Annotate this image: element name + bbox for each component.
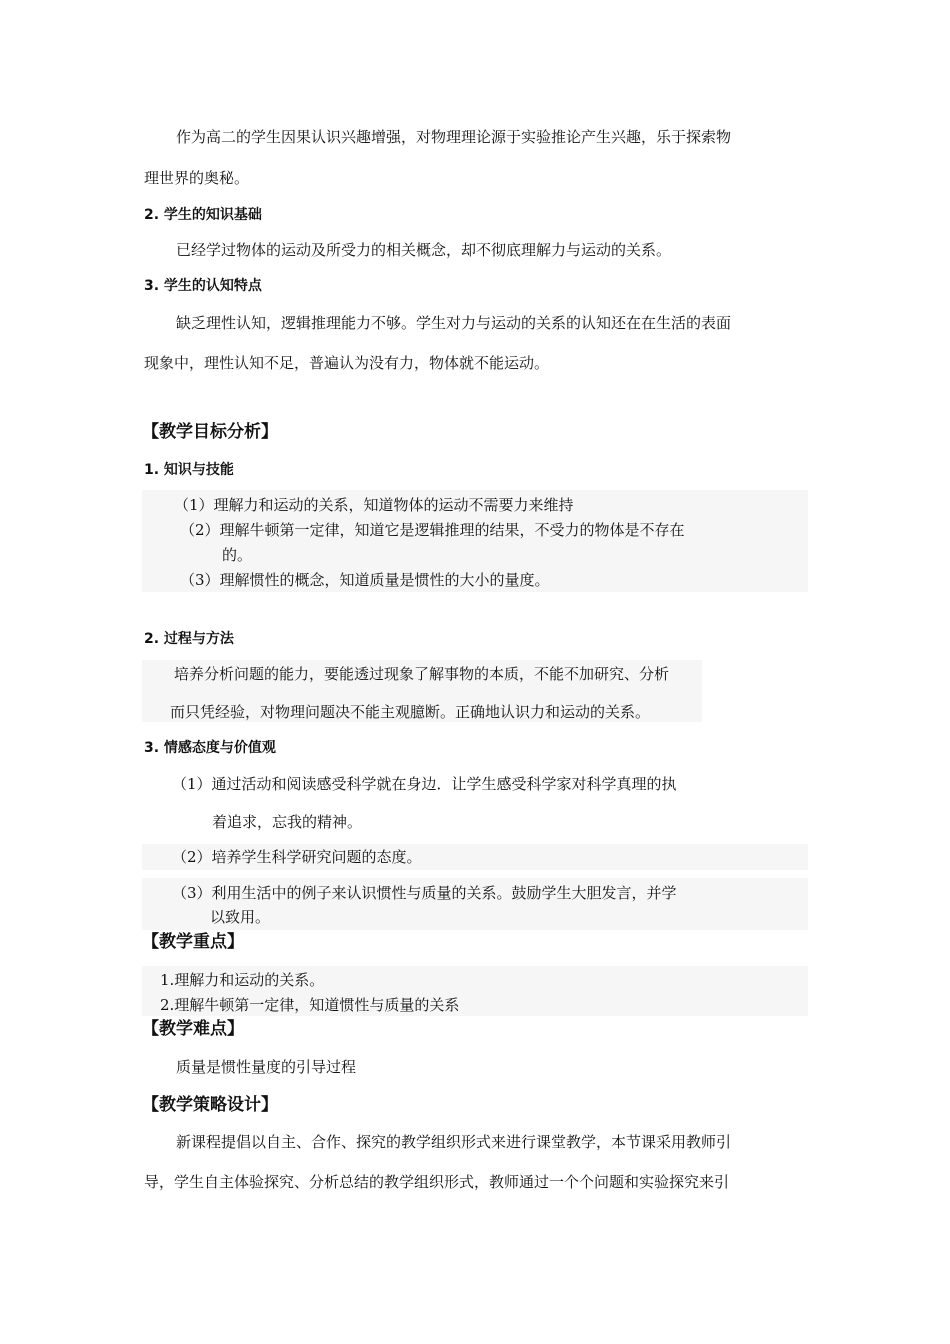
key-points-heading: 【教学重点】 <box>142 932 244 952</box>
knowledge-base-text: 已经学过物体的运动及所受力的相关概念，却不彻底理解力与运动的关系。 <box>176 241 672 259</box>
emotion-e3-line-1: （3）利用生活中的例子来认识惯性与质量的关系。鼓励学生大胆发言，并学 <box>172 884 677 902</box>
key-point-1: 1.理解力和运动的关系。 <box>160 971 325 989</box>
objective-k2-line-1: （2）理解牛顿第一定律，知道它是逻辑推理的结果，不受力的物体是不存在 <box>180 521 685 539</box>
emotion-e2: （2）培养学生科学研究问题的态度。 <box>172 848 422 866</box>
emotion-e3-line-2: 以致用。 <box>210 908 271 926</box>
difficulty-text: 质量是惯性量度的引导过程 <box>176 1058 357 1076</box>
process-line-1: 培养分析问题的能力，要能透过现象了解事物的本质，不能不加研究、分析 <box>174 665 670 683</box>
process-heading: 2. 过程与方法 <box>144 631 234 647</box>
objective-k2-line-2: 的。 <box>222 546 253 564</box>
key-point-2: 2.理解牛顿第一定律，知道惯性与质量的关系 <box>160 996 460 1014</box>
strategy-line-2: 导，学生自主体验探究、分析总结的教学组织形式，教师通过一个个问题和实验探究来引 <box>144 1173 730 1191</box>
process-line-2: 而只凭经验，对物理问题决不能主观臆断。正确地认识力和运动的关系。 <box>170 703 651 721</box>
interest-line-1: 作为高二的学生因果认识兴趣增强，对物理理论源于实验推论产生兴趣，乐于探索物 <box>176 128 732 146</box>
strategy-heading: 【教学策略设计】 <box>142 1095 278 1115</box>
emotion-e1-line-2: 着追求，忘我的精神。 <box>212 813 363 831</box>
knowledge-base-heading: 2. 学生的知识基础 <box>144 207 262 223</box>
cognition-line-2: 现象中，理性认知不足，普遍认为没有力，物体就不能运动。 <box>144 354 550 372</box>
emotion-e1-line-1: （1）通过活动和阅读感受科学就在身边．让学生感受科学家对科学真理的执 <box>172 775 677 793</box>
cognition-heading: 3. 学生的认知特点 <box>144 278 262 294</box>
objective-k3: （3）理解惯性的概念，知道质量是惯性的大小的量度。 <box>180 571 550 589</box>
knowledge-skills-heading: 1. 知识与技能 <box>144 462 234 478</box>
emotion-heading: 3. 情感态度与价值观 <box>144 740 276 756</box>
cognition-line-1: 缺乏理性认知，逻辑推理能力不够。学生对力与运动的关系的认知还在在生活的表面 <box>176 314 732 332</box>
objective-k1: （1）理解力和运动的关系，知道物体的运动不需要力来维持 <box>174 496 574 514</box>
interest-line-2: 理世界的奥秘。 <box>144 169 250 187</box>
difficulty-heading: 【教学难点】 <box>142 1019 244 1039</box>
objectives-heading: 【教学目标分析】 <box>142 422 278 442</box>
strategy-line-1: 新课程提倡以自主、合作、探究的教学组织形式来进行课堂教学，本节课采用教师引 <box>176 1133 732 1151</box>
